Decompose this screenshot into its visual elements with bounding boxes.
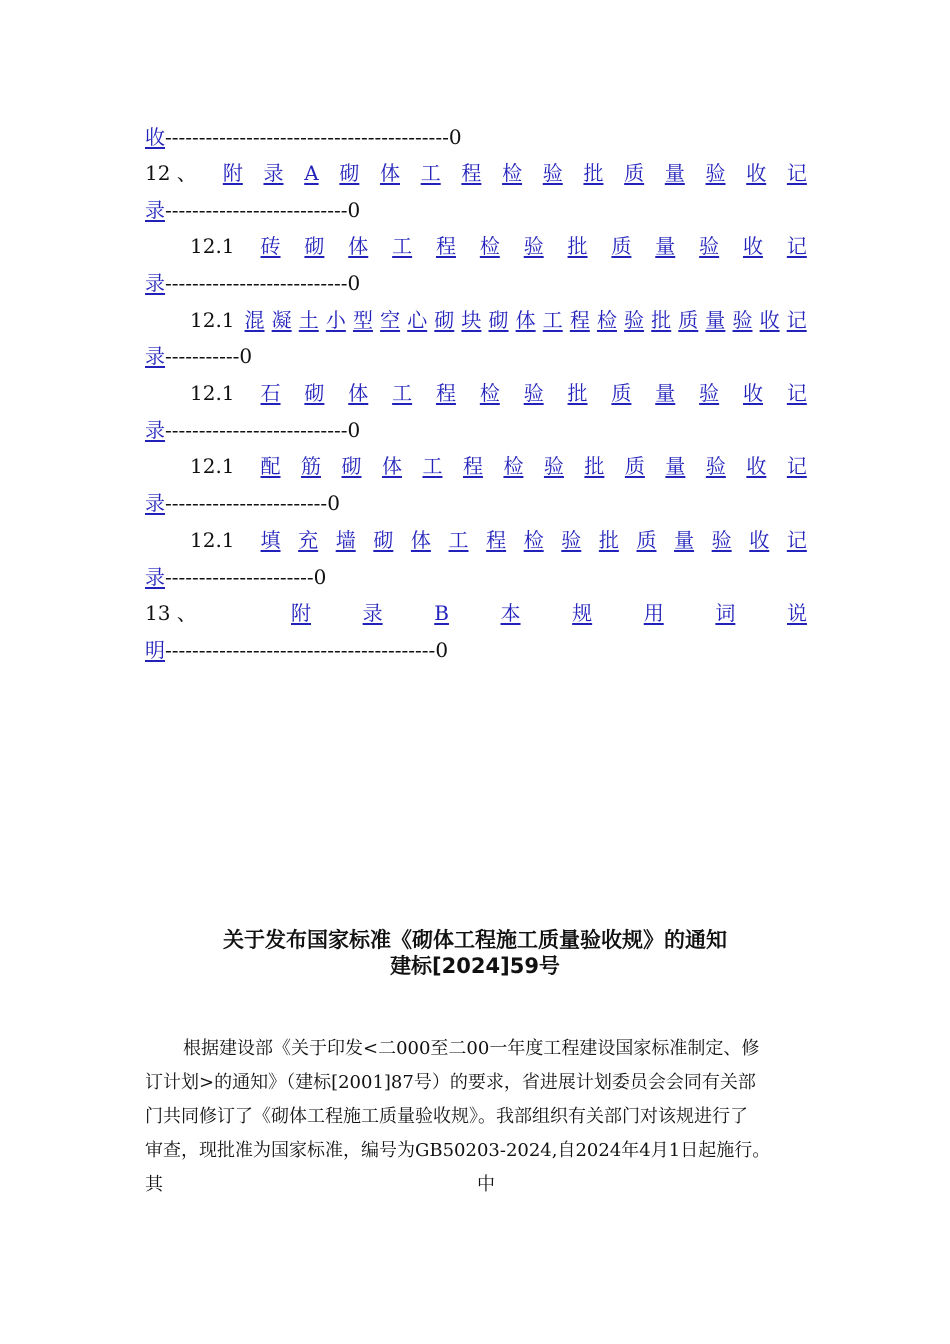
toc-link-word: 砌	[304, 234, 325, 258]
toc-sub-entry-cont	[145, 270, 807, 296]
toc-dashes: ---------------------------	[165, 198, 348, 222]
toc-sub-entry-cont	[145, 343, 807, 369]
toc-sub-entry-cont	[145, 564, 807, 590]
toc-link-word: 质	[624, 161, 645, 185]
toc-page: 0	[435, 638, 449, 662]
toc-link-word: 砌	[339, 161, 360, 185]
toc-entry-number: 12.1	[190, 528, 235, 552]
toc-link-word: 程	[462, 454, 483, 478]
toc-link-infill-wall[interactable]	[261, 527, 807, 553]
toc-sub-entry	[190, 453, 807, 479]
toc-link-word: 量	[664, 161, 685, 185]
toc-link-word: 记	[786, 308, 807, 332]
toc-link-tail[interactable]: 录	[145, 565, 165, 589]
toc-link-word: 验	[542, 161, 563, 185]
toc-link-word: 记	[786, 234, 807, 258]
toc-link-word: 程	[569, 308, 590, 332]
toc-link-word: 附	[222, 161, 243, 185]
toc-dashes: ----------------------------------------	[165, 638, 436, 662]
toc-link-word: 程	[435, 234, 456, 258]
toc-link-word: 检	[503, 454, 524, 478]
toc-link-word: 收	[742, 381, 763, 405]
toc-link-brick[interactable]	[261, 233, 807, 259]
toc-link-word: 批	[651, 308, 672, 332]
toc-link-word: 体	[410, 528, 431, 552]
toc-link-word: 附	[291, 601, 311, 625]
toc-link-word: 质	[611, 381, 632, 405]
toc-page: 0	[347, 271, 361, 295]
toc-entry-12-cont	[145, 197, 807, 223]
toc-link-word: 工	[542, 308, 563, 332]
body-word: 中	[477, 1174, 495, 1195]
toc-link-tail[interactable]: 录	[145, 491, 165, 515]
toc-link-word: 检	[479, 381, 500, 405]
toc-sub-entry	[190, 527, 807, 553]
toc-link-word: 检	[523, 528, 544, 552]
toc-link-word: 工	[420, 161, 441, 185]
toc-dashes: ------------------------	[165, 491, 328, 515]
toc-link-word: 批	[567, 234, 588, 258]
toc-link-word: 程	[461, 161, 482, 185]
toc-link-word: 批	[583, 161, 604, 185]
toc-page: 0	[239, 344, 253, 368]
toc-link-word: 验	[523, 381, 544, 405]
toc-link-word: 砌	[341, 454, 362, 478]
toc-link-word: 本	[500, 601, 521, 625]
toc-link-word: 验	[705, 161, 726, 185]
toc-link-word: 收	[759, 308, 780, 332]
toc-link-word: 词	[715, 601, 736, 625]
toc-link-word: B	[434, 601, 449, 625]
toc-link-word: 工	[422, 454, 443, 478]
body-word: 其	[145, 1174, 163, 1195]
toc-link-reinforced[interactable]	[261, 453, 807, 479]
toc-link-word: 用	[643, 601, 664, 625]
body-line: 订计划>的通知》（建标[2001]87号）的要求，省进展计划委员会会同有关部	[145, 1072, 756, 1093]
toc-link-appendix-b[interactable]	[291, 600, 807, 626]
toc-link-word: 检	[502, 161, 523, 185]
toc-entry-12	[145, 160, 807, 186]
toc-link-word: A	[304, 161, 319, 185]
toc-link-word: 小	[325, 308, 346, 332]
notice-doc-number: 建标[2024]59号	[390, 954, 560, 978]
toc-link-word: 配	[260, 454, 281, 478]
toc-link-concrete-block[interactable]	[245, 307, 807, 333]
toc-link-word: 收	[749, 528, 770, 552]
toc-link-word: 砖	[260, 234, 281, 258]
toc-entry-number: 12.1	[190, 381, 235, 405]
toc-link-word: 验	[543, 454, 564, 478]
toc-link-appendix-a[interactable]	[223, 160, 807, 186]
toc-link-word: 体	[381, 454, 402, 478]
toc-link-word: 记	[786, 161, 807, 185]
toc-sub-entry	[190, 233, 807, 259]
toc-link-word: 收	[746, 454, 767, 478]
toc-link-tail[interactable]: 录	[145, 198, 165, 222]
toc-dashes: ---------------------------	[165, 271, 348, 295]
toc-entry-number: 13 、	[145, 601, 197, 625]
toc-link-word: 填	[260, 528, 281, 552]
body-line: 审查，现批准为国家标准，编号为GB50203-2024,自2024年4月1日起施行。	[145, 1140, 771, 1161]
toc-page: 0	[313, 565, 327, 589]
toc-link-word: 量	[674, 528, 695, 552]
toc-link-word: 批	[584, 454, 605, 478]
toc-link-word: 记	[786, 528, 807, 552]
toc-link-word: 批	[567, 381, 588, 405]
toc-page: 0	[347, 198, 361, 222]
toc-link-word: 收	[746, 161, 767, 185]
toc-link-word: 记	[786, 454, 807, 478]
toc-link-word: 程	[435, 381, 456, 405]
toc-dashes: ---------------------------	[165, 418, 348, 442]
toc-page: 0	[327, 491, 340, 515]
toc-entry-number: 12.1	[190, 234, 235, 258]
toc-link-word: 砌	[373, 528, 394, 552]
toc-link-word: 验	[699, 381, 720, 405]
notice-body	[145, 1032, 807, 1202]
toc-link-word: 质	[636, 528, 657, 552]
toc-dashes: -----------	[165, 344, 240, 368]
body-line-last	[145, 1168, 495, 1202]
toc-link-tail[interactable]: 录	[145, 271, 165, 295]
toc-link-word: 砌	[304, 381, 325, 405]
toc-link-word: 规	[572, 601, 593, 625]
toc-link-word: 工	[392, 381, 413, 405]
toc-link-word: 空	[380, 308, 401, 332]
toc-link-word: 砌	[434, 308, 455, 332]
toc-dashes: ------------------------------------------	[165, 125, 449, 149]
toc-link-word: 质	[624, 454, 645, 478]
body-line: 根据建设部《关于印发<二000至二00一年度工程建设国家标准制定、修	[183, 1038, 760, 1059]
toc-link-word: 质	[611, 234, 632, 258]
toc-sub-entry	[190, 380, 807, 406]
toc-entry-number: 12.1	[190, 308, 235, 332]
toc-entry-number: 12 、	[145, 161, 197, 185]
toc-link-word: 收	[742, 234, 763, 258]
toc-link-word: 录	[362, 601, 383, 625]
toc-entry-13-cont	[145, 637, 807, 663]
toc-link-word: 量	[655, 381, 676, 405]
toc-link-word: 凝	[271, 308, 292, 332]
toc-link-word: 质	[678, 308, 699, 332]
toc-link-word: 工	[448, 528, 469, 552]
toc-link-word: 心	[407, 308, 428, 332]
toc-link-word: 量	[665, 454, 686, 478]
toc-link-word: 程	[486, 528, 507, 552]
toc-page: 0	[448, 125, 462, 149]
toc-entry-number: 12.1	[190, 454, 235, 478]
toc-link-word: 量	[705, 308, 726, 332]
toc-link-word: 验	[624, 308, 645, 332]
toc-sub-entry	[190, 307, 807, 333]
toc-link-word: 体	[348, 381, 369, 405]
toc-sub-entry-cont	[145, 417, 807, 443]
toc-link-tail[interactable]: 明	[145, 638, 165, 662]
toc-link-word: 验	[561, 528, 582, 552]
toc-page: 0	[347, 418, 361, 442]
toc-link-word: 验	[523, 234, 544, 258]
toc-link-word: 墙	[335, 528, 356, 552]
toc-link-word: 验	[732, 308, 753, 332]
toc-link-word: 块	[461, 308, 482, 332]
toc-continuation	[145, 124, 807, 150]
toc-link-word: 检	[596, 308, 617, 332]
toc-link-word: 记	[786, 381, 807, 405]
toc-entry-13	[145, 600, 807, 626]
toc-link-word: 型	[352, 308, 373, 332]
notice-title: 关于发布国家标准《砌体工程施工质量验收规》的通知	[223, 928, 727, 952]
toc-link-tail[interactable]: 录	[145, 418, 165, 442]
toc-link-word: 量	[655, 234, 676, 258]
toc-dashes: ----------------------	[165, 565, 314, 589]
toc-link-word: 充	[298, 528, 319, 552]
toc-link-word: 工	[392, 234, 413, 258]
toc-link-cont[interactable]: 收	[145, 125, 165, 149]
toc-link-word: 验	[711, 528, 732, 552]
toc-sub-entry-cont	[145, 490, 807, 516]
toc-link-word: 录	[263, 161, 284, 185]
toc-link-word: 检	[479, 234, 500, 258]
toc-link-word: 石	[260, 381, 281, 405]
toc-link-word: 体	[515, 308, 536, 332]
toc-link-word: 体	[380, 161, 401, 185]
toc-link-word: 砌	[488, 308, 509, 332]
toc-link-word: 体	[348, 234, 369, 258]
toc-link-word: 验	[705, 454, 726, 478]
toc-link-word: 说	[786, 601, 807, 625]
toc-link-stone[interactable]	[261, 380, 807, 406]
toc-link-word: 批	[598, 528, 619, 552]
toc-link-word: 筋	[301, 454, 322, 478]
toc-link-tail[interactable]: 录	[145, 344, 165, 368]
toc-link-word: 验	[699, 234, 720, 258]
toc-link-word: 混	[244, 308, 265, 332]
body-line: 门共同修订了《砌体工程施工质量验收规》。我部组织有关部门对该规进行了	[145, 1106, 748, 1127]
toc-link-word: 土	[298, 308, 319, 332]
